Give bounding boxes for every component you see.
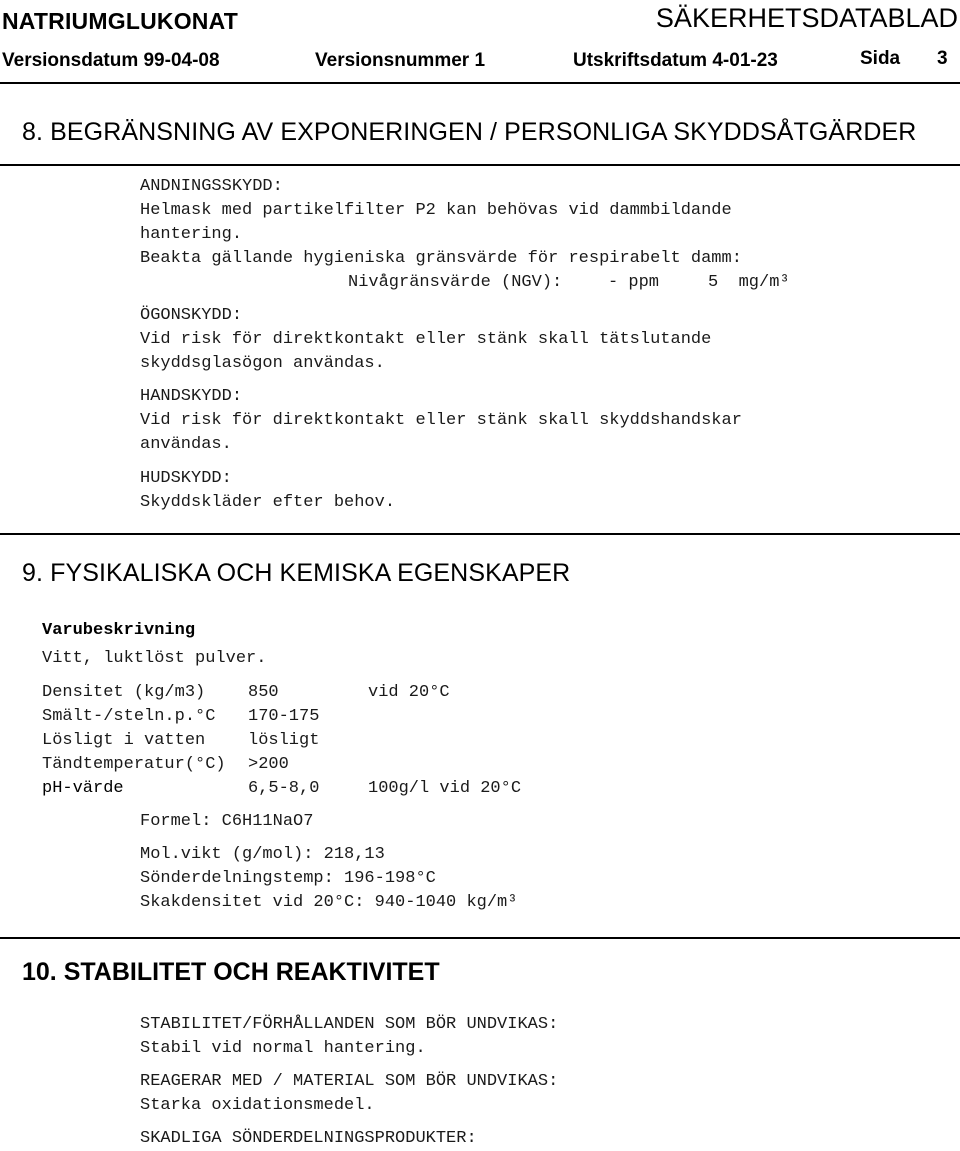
property-value: >200 (248, 755, 289, 774)
reacts-with-value: Starka oxidationsmedel. (140, 1096, 375, 1115)
property-value: 6,5-8,0 (248, 779, 320, 798)
eye-protection-text: Vid risk för direktkontakt eller stänk skall tätslutande (140, 330, 712, 349)
decomposition-products-label: SKADLIGA SÖNDERDELNINGSPRODUKTER: (140, 1129, 477, 1148)
print-date: Utskriftsdatum 4-01-23 (573, 50, 778, 71)
section-8-title: 8. BEGRÄNSNING AV EXPONERINGEN / PERSONLIGA SKYDDSÅTGÄRDER (22, 118, 917, 146)
section-8-divider (0, 164, 960, 166)
description-label: Varubeskrivning (42, 621, 196, 640)
breathing-protection-text: Helmask med partikelfilter P2 kan behövas vid dammbildande (140, 201, 732, 220)
header-divider (0, 82, 960, 84)
ngv-mg: 5 mg/m³ (708, 273, 790, 292)
decomposition-temperature: Sönderdelningstemp: 196-198°C (140, 869, 436, 888)
breathing-protection-text: Beakta gällande hygieniska gränsvärde för respirabelt damm: (140, 249, 742, 268)
property-name: Lösligt i vatten (42, 731, 206, 750)
document-type: SÄKERHETSDATABLAD (655, 3, 958, 33)
property-note: vid 20°C (368, 683, 450, 702)
version-number: Versionsnummer 1 (315, 50, 486, 71)
property-name: Densitet (kg/m3) (42, 683, 206, 702)
property-name: Tändtemperatur(°C) (42, 755, 226, 774)
formula: Formel: C6H11NaO7 (140, 812, 314, 831)
stability-label: STABILITET/FÖRHÅLLANDEN SOM BÖR UNDVIKAS: (140, 1015, 559, 1034)
stability-value: Stabil vid normal hantering. (140, 1039, 426, 1058)
ngv-label: Nivågränsvärde (NGV): (348, 273, 563, 292)
breathing-protection-label: ANDNINGSSKYDD: (140, 177, 283, 196)
property-value: lösligt (248, 731, 320, 750)
description-value: Vitt, luktlöst pulver. (42, 649, 267, 668)
section-9-divider-top (0, 533, 960, 535)
molecular-weight: Mol.vikt (g/mol): 218,13 (140, 845, 385, 864)
property-value: 850 (248, 683, 279, 702)
page-label: Sida (860, 48, 901, 69)
eye-protection-label: ÖGONSKYDD: (140, 306, 243, 325)
product-name: NATRIUMGLUKONAT (2, 8, 238, 34)
section-10-divider-top (0, 937, 960, 939)
property-name: Smält-/steln.p.°C (42, 707, 216, 726)
version-date: Versionsdatum 99-04-08 (2, 50, 220, 71)
skin-protection-text: Skyddskläder efter behov. (140, 493, 396, 512)
eye-protection-text: skyddsglasögon användas. (140, 354, 385, 373)
skin-protection-label: HUDSKYDD: (140, 469, 232, 488)
reacts-with-label: REAGERAR MED / MATERIAL SOM BÖR UNDVIKAS: (140, 1072, 559, 1091)
page-number: 3 (937, 48, 948, 69)
hand-protection-text: användas. (140, 435, 232, 454)
hand-protection-label: HANDSKYDD: (140, 387, 243, 406)
property-name: pH-värde (42, 779, 124, 798)
breathing-protection-text: hantering. (140, 225, 243, 244)
property-value: 170-175 (248, 707, 320, 726)
property-note: 100g/l vid 20°C (368, 779, 522, 798)
ngv-ppm: - ppm (608, 273, 660, 292)
section-10-title: 10. STABILITET OCH REAKTIVITET (22, 958, 440, 986)
hand-protection-text: Vid risk för direktkontakt eller stänk skall skyddshandskar (140, 411, 742, 430)
bulk-density: Skakdensitet vid 20°C: 940-1040 kg/m³ (140, 893, 518, 912)
section-9-title: 9. FYSIKALISKA OCH KEMISKA EGENSKAPER (22, 559, 571, 587)
